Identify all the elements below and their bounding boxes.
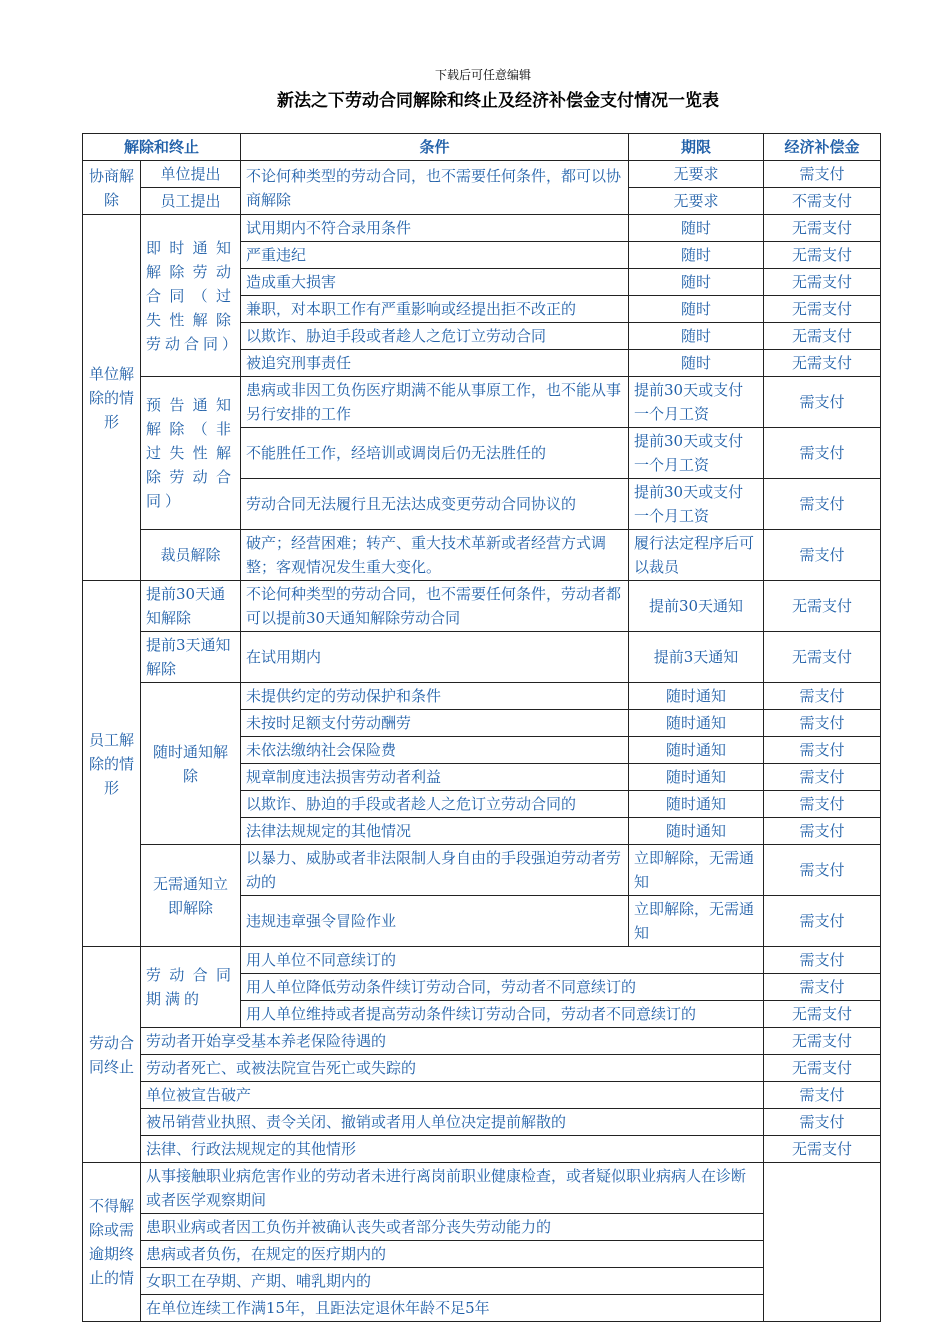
table-row: [83, 1055, 881, 1082]
pay-cell: 需支付: [764, 737, 881, 764]
term-cell: 随时通知: [629, 791, 764, 818]
pay-cell: 需支付: [764, 896, 881, 947]
term-cell: 提前30天或支付一个月工资: [629, 377, 764, 428]
sub-label: 劳动合同期满的: [141, 947, 241, 1028]
condition-cell: 在试用期内: [241, 632, 629, 683]
table-row: [83, 845, 881, 896]
column-header: 经济补偿金: [764, 134, 881, 161]
table-header-row: [83, 134, 881, 161]
group-label: 劳动合同终止: [83, 947, 141, 1163]
sub-label: 提前30天通知解除: [141, 581, 241, 632]
table-row: [83, 1109, 881, 1136]
term-cell: 提前30天或支付一个月工资: [629, 428, 764, 479]
condition-cell: 以欺诈、胁迫手段或者趁人之危订立劳动合同: [241, 323, 629, 350]
term-cell: 随时通知: [629, 764, 764, 791]
pay-cell: 不需支付: [764, 188, 881, 215]
term-cell: 立即解除，无需通知: [629, 845, 764, 896]
column-header: 期限: [629, 134, 764, 161]
term-cell: 随时通知: [629, 737, 764, 764]
condition-cell: 用人单位不同意续订的: [241, 947, 764, 974]
term-cell: 随时: [629, 350, 764, 377]
condition-cell: 用人单位降低劳动条件续订劳动合同，劳动者不同意续订的: [241, 974, 764, 1001]
condition-cell: 劳动者开始享受基本养老保险待遇的: [141, 1028, 764, 1055]
term-cell: 无要求: [629, 161, 764, 188]
term-cell: 随时通知: [629, 710, 764, 737]
table-row: [83, 1214, 881, 1241]
table-row: [83, 377, 881, 428]
pay-cell: 需支付: [764, 764, 881, 791]
condition-cell: 以欺诈、胁迫的手段或者趁人之危订立劳动合同的: [241, 791, 629, 818]
pay-cell: 无需支付: [764, 215, 881, 242]
condition-cell: 患病或者负伤，在规定的医疗期内的: [141, 1241, 764, 1268]
pay-cell: 无需支付: [764, 1001, 881, 1028]
column-header: 解除和终止: [83, 134, 241, 161]
condition-cell: 用人单位维持或者提高劳动条件续订劳动合同，劳动者不同意续订的: [241, 1001, 764, 1028]
sub-label: 预告通知解除（非过失性解除劳动合同）: [141, 377, 241, 530]
table-row: [83, 530, 881, 581]
sub-label: 裁员解除: [141, 530, 241, 581]
sub-label: 提前3天通知解除: [141, 632, 241, 683]
pay-cell: 需支付: [764, 428, 881, 479]
pay-cell: 需支付: [764, 377, 881, 428]
condition-cell: 试用期内不符合录用条件: [241, 215, 629, 242]
condition-cell: 规章制度违法损害劳动者利益: [241, 764, 629, 791]
condition-cell: 未提供约定的劳动保护和条件: [241, 683, 629, 710]
group-label: 协商解除: [83, 161, 141, 215]
term-cell: 随时: [629, 296, 764, 323]
pay-cell: 需支付: [764, 1082, 881, 1109]
condition-cell: 从事接触职业病危害作业的劳动者未进行离岗前职业健康检查，或者疑似职业病病人在诊断或者医学观察期间: [141, 1163, 764, 1214]
column-header: 条件: [241, 134, 629, 161]
table-row: [83, 215, 881, 242]
header-note: 下载后可任意编辑: [434, 68, 531, 82]
pay-cell: 无需支付: [764, 1028, 881, 1055]
condition-cell: 患病或非因工负伤医疗期满不能从事原工作，也不能从事另行安排的工作: [241, 377, 629, 428]
term-cell: 随时: [629, 242, 764, 269]
condition-cell: 法律法规规定的其他情况: [241, 818, 629, 845]
sub-label: 员工提出: [141, 188, 241, 215]
pay-cell: 无需支付: [764, 296, 881, 323]
pay-cell: 需支付: [764, 818, 881, 845]
pay-cell: 无需支付: [764, 1055, 881, 1082]
condition-cell: 破产；经营困难；转产、重大技术革新或者经营方式调整；客观情况发生重大变化。: [241, 530, 629, 581]
pay-cell: 需支付: [764, 974, 881, 1001]
empty-cell: [764, 1163, 881, 1322]
term-cell: 随时: [629, 323, 764, 350]
pay-cell: 需支付: [764, 683, 881, 710]
term-cell: 立即解除，无需通知: [629, 896, 764, 947]
sub-label: 即时通知解除劳动合同（过失性解除劳动合同）: [141, 215, 241, 377]
table-row: [83, 1268, 881, 1295]
condition-cell: 造成重大损害: [241, 269, 629, 296]
pay-cell: 需支付: [764, 791, 881, 818]
term-cell: 提前30天通知: [629, 581, 764, 632]
condition-cell: 未依法缴纳社会保险费: [241, 737, 629, 764]
group-label: 员工解除的情形: [83, 581, 141, 947]
termination-table: [82, 133, 881, 1322]
pay-cell: 需支付: [764, 479, 881, 530]
group-label: 不得解除或需逾期终止的情: [83, 1163, 141, 1322]
table-row: [83, 1163, 881, 1214]
table-row: [83, 1028, 881, 1055]
condition-cell: 不论何种类型的劳动合同，也不需要任何条件，都可以协商解除: [241, 161, 629, 215]
table-row: [83, 1136, 881, 1163]
condition-cell: 劳动合同无法履行且无法达成变更劳动合同协议的: [241, 479, 629, 530]
pay-cell: 无需支付: [764, 242, 881, 269]
condition-cell: 被吊销营业执照、责令关闭、撤销或者用人单位决定提前解散的: [141, 1109, 764, 1136]
pay-cell: 无需支付: [764, 581, 881, 632]
pay-cell: 无需支付: [764, 269, 881, 296]
condition-cell: 患职业病或者因工负伤并被确认丧失或者部分丧失劳动能力的: [141, 1214, 764, 1241]
term-cell: 提前3天通知: [629, 632, 764, 683]
condition-cell: 未按时足额支付劳动酬劳: [241, 710, 629, 737]
table-row: [83, 1241, 881, 1268]
sub-label: 单位提出: [141, 161, 241, 188]
condition-cell: 被追究刑事责任: [241, 350, 629, 377]
pay-cell: 无需支付: [764, 1136, 881, 1163]
condition-cell: 兼职，对本职工作有严重影响或经提出拒不改正的: [241, 296, 629, 323]
group-label: 单位解除的情形: [83, 215, 141, 581]
table-row: [83, 581, 881, 632]
term-cell: 随时: [629, 269, 764, 296]
condition-cell: 严重违纪: [241, 242, 629, 269]
condition-cell: 单位被宣告破产: [141, 1082, 764, 1109]
table-row: [83, 947, 881, 974]
pay-cell: 需支付: [764, 710, 881, 737]
term-cell: 无要求: [629, 188, 764, 215]
condition-cell: 法律、行政法规规定的其他情形: [141, 1136, 764, 1163]
table-row: [83, 1295, 881, 1322]
term-cell: 随时: [629, 215, 764, 242]
condition-cell: 女职工在孕期、产期、哺乳期内的: [141, 1268, 764, 1295]
table-row: [83, 632, 881, 683]
table-row: [83, 1082, 881, 1109]
condition-cell: 不论何种类型的劳动合同，也不需要任何条件，劳动者都可以提前30天通知解除劳动合同: [241, 581, 629, 632]
pay-cell: 需支付: [764, 1109, 881, 1136]
term-cell: 履行法定程序后可以裁员: [629, 530, 764, 581]
condition-cell: 违规违章强令冒险作业: [241, 896, 629, 947]
pay-cell: 需支付: [764, 530, 881, 581]
sub-label: 无需通知立即解除: [141, 845, 241, 947]
condition-cell: 不能胜任工作，经培训或调岗后仍无法胜任的: [241, 428, 629, 479]
document-title: 新法之下劳动合同解除和终止及经济补偿金支付情况一览表: [277, 91, 719, 111]
pay-cell: 需支付: [764, 947, 881, 974]
table-row: [83, 161, 881, 188]
condition-cell: 劳动者死亡、或被法院宣告死亡或失踪的: [141, 1055, 764, 1082]
pay-cell: 无需支付: [764, 350, 881, 377]
term-cell: 提前30天或支付一个月工资: [629, 479, 764, 530]
term-cell: 随时通知: [629, 818, 764, 845]
condition-cell: 在单位连续工作满15年，且距法定退休年龄不足5年: [141, 1295, 764, 1322]
condition-cell: 以暴力、威胁或者非法限制人身自由的手段强迫劳动者劳动的: [241, 845, 629, 896]
pay-cell: 需支付: [764, 845, 881, 896]
pay-cell: 无需支付: [764, 323, 881, 350]
sub-label: 随时通知解除: [141, 683, 241, 845]
pay-cell: 无需支付: [764, 632, 881, 683]
pay-cell: 需支付: [764, 161, 881, 188]
term-cell: 随时通知: [629, 683, 764, 710]
table-row: [83, 683, 881, 710]
